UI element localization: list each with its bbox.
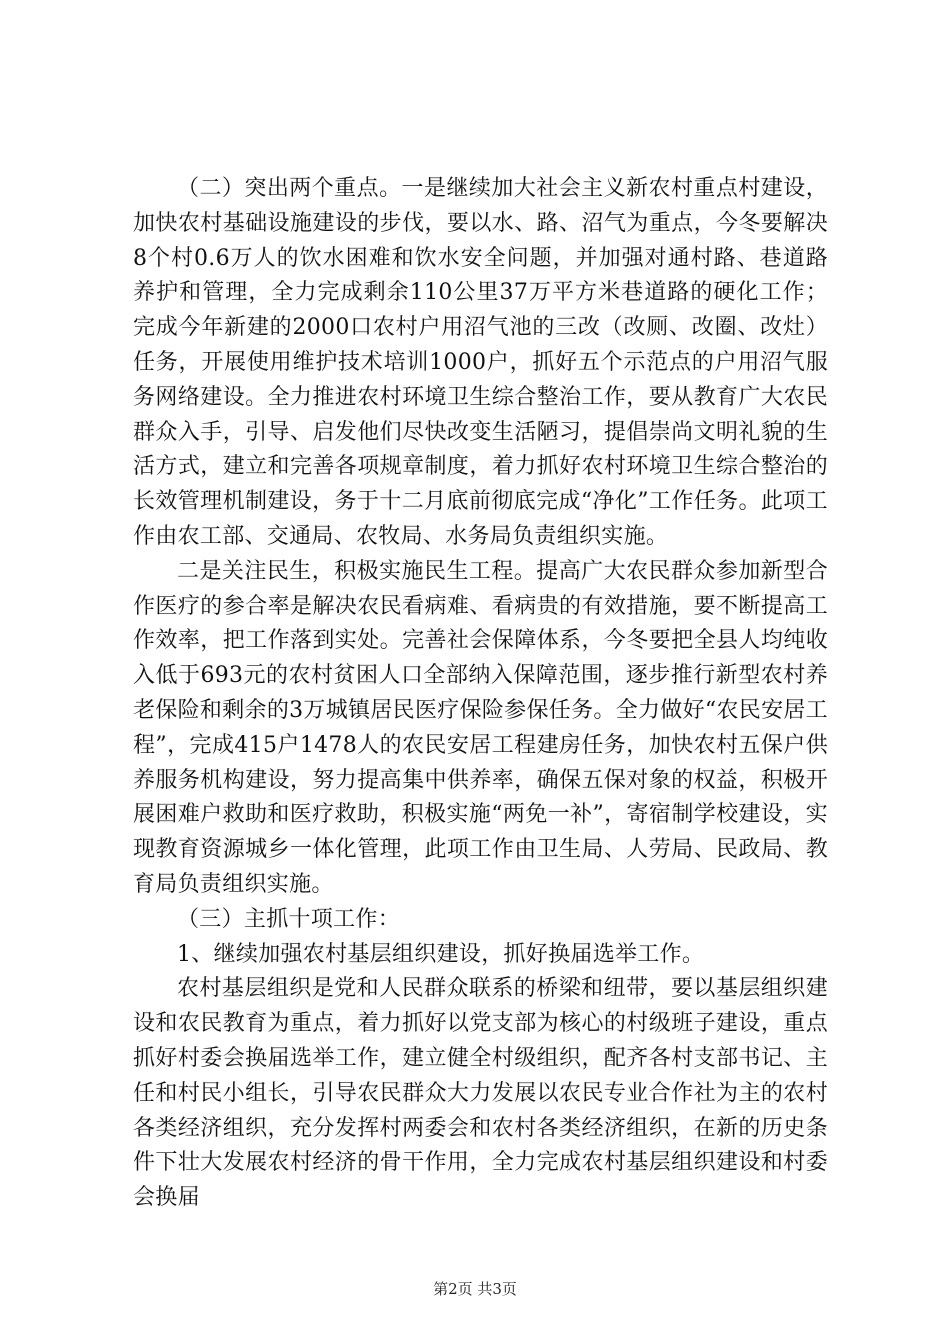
section-heading-ten-tasks: （三）主抓十项工作： [177, 906, 401, 932]
subheading-grassroots: 1、继续加强农村基层组织建设，抓好换届选举工作。 [177, 941, 705, 967]
paragraph-grassroots: 农村基层组织是党和人民群众联系的桥梁和纽带，要以基层组织建设和农民教育为重点，着力抓好以党支部为核心的村级班子建设，重点抓好村委会换届选举工作，建立健全村级组织，配齐各村支部书记、主任和村民小组长，引导农民群众大力发展以农民专业合作社为主的农村各类经济组织，充分发挥村两委会和农村各类经济组织，在新的历史条件下壮大发展农村经济的骨干作用，全力完成农村基层组织建设和村委会换届 [133, 976, 828, 1211]
document-body [133, 172, 828, 1216]
paragraph-two-key-points: （二）突出两个重点。一是继续加大社会主义新农村重点村建设，加快农村基础设施建设的步伐，要以水、路、沼气为重点，今冬要解决8个村0.6万人的饮水困难和饮水安全问题，并加强对通村路、巷道路养护和管理，全力完成剩余110公里37万平方米巷道路的硬化工作；完成今年新建的2000口农村户用沼气池的三改（改厕、改圈、改灶）任务，开展使用维护技术培训1000户，抓好五个示范点的户用沼气服务网络建设。全力推进农村环境卫生综合整治工作，要从教育广大农民群众入手，引导、启发他们尽快改变生活陋习，提倡崇尚文明礼貌的生活方式，建立和完善各项规章制度，着力抓好农村环境卫生综合整治的长效管理机制建设，务于十二月底前彻底完成“净化”工作任务。此项工作由农工部、交通局、农牧局、水务局负责组织实施。 [133, 176, 828, 549]
paragraph-livelihood: 二是关注民生，积极实施民生工程。提高广大农民群众参加新型合作医疗的参合率是解决农民看病难、看病贵的有效措施，要不断提高工作效率，把工作落到实处。完善社会保障体系，今冬要把全县人均纯收入低于693元的农村贫困人口全部纳入保障范围，逐步推行新型农村养老保险和剩余的3万城镇居民医疗保险参保任务。全力做好“农民安居工程”，完成415户1478人的农民安居工程建房任务，加快农村五保户供养服务机构建设，努力提高集中供养率，确保五保对象的权益，积极开展困难户救助和医疗救助，积极实施“两免一补”，寄宿制学校建设，实现教育资源城乡一体化管理，此项工作由卫生局、人劳局、民政局、教育局负责组织实施。 [133, 558, 828, 897]
page-number-footer: 第2页 共3页 [433, 1280, 517, 1298]
